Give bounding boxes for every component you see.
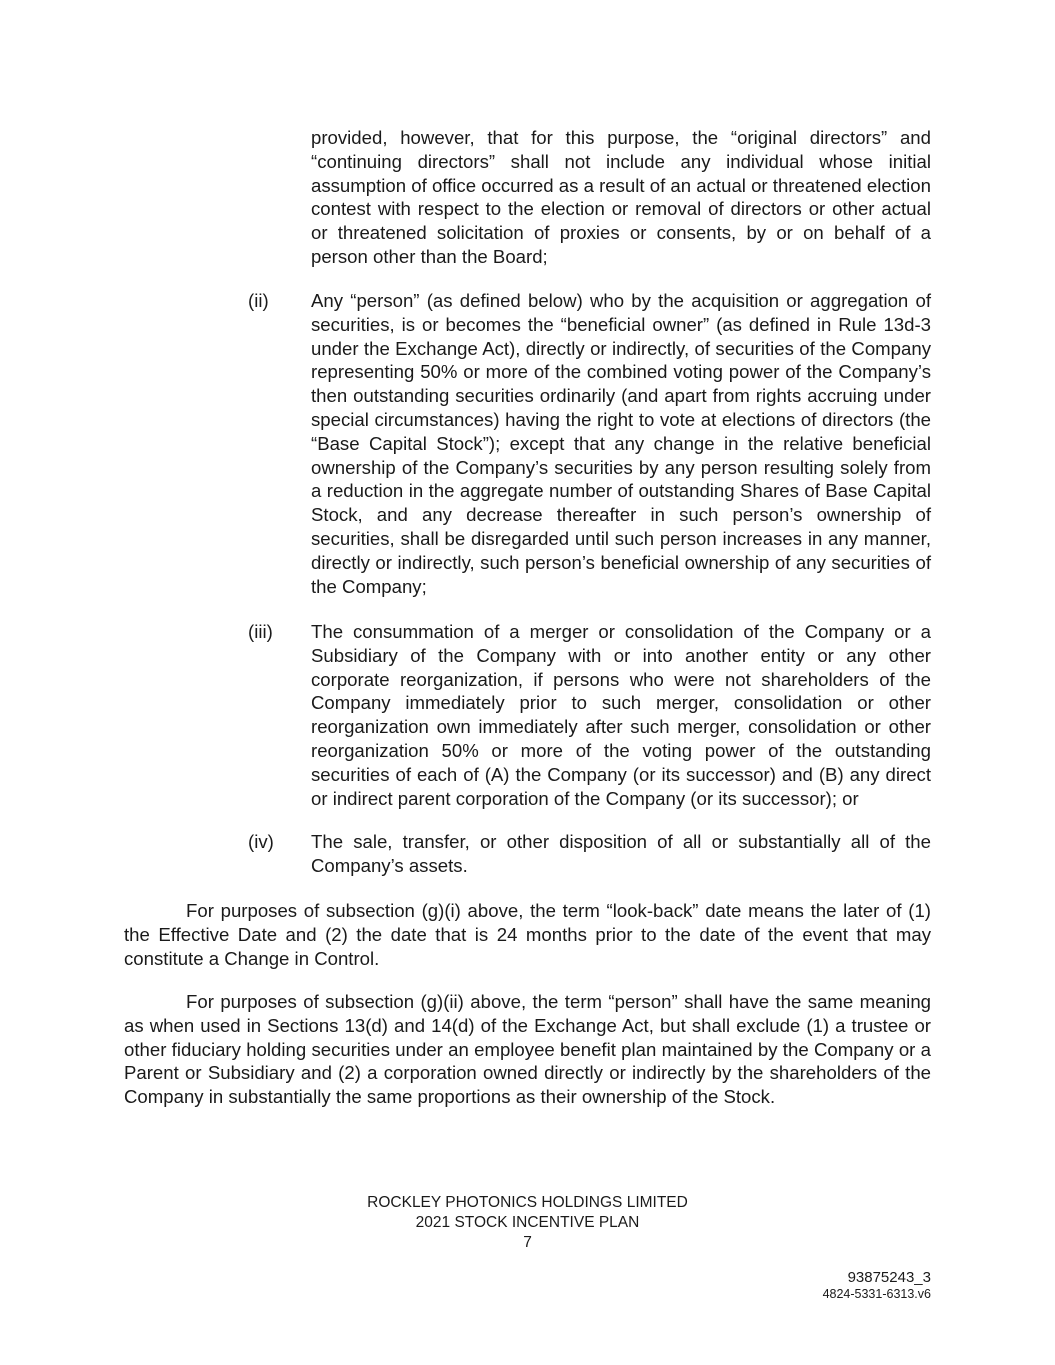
document-id: 93875243_3 [847,1269,931,1286]
person-definition-paragraph: For purposes of subsection (g)(ii) above, the term “person” shall have the same meaning as when used in Sections 13(d) and 14(d) of the Exchange Act, but shall exclude (1) a trustee or other fiduciary holding securities under an employee benefit plan maintained by the Company or a Parent or Subsidiary and (2) a corporation owned directly or indirectly by the shareholders of the Company in substantially the same proportions as their ownership of the Stock. [124,991,931,1108]
footer-company-name: ROCKLEY PHOTONICS HOLDINGS LIMITED [367,1194,688,1211]
page-footer [0,1193,1055,1253]
lookback-paragraph: For purposes of subsection (g)(i) above, the term “look-back” date means the later of (1) the Effective Date and (2) the date that is 24 months prior to the date of the event that may constitute a Change in Control. [124,900,931,969]
item-text-ii: Any “person” (as defined below) who by the acquisition or aggregation of securities, is or becomes the “beneficial owner” (as defined in Rule 13d-3 under the Exchange Act), directly or indirectly, of securities of the Company representing 50% or more of the combined voting power of the Company’s then outstanding securities ordinarily (and apart from rights accruing under special circumstances) having the right to vote at elections of directors (the “Base Capital Stock”); except that any change in the relative beneficial ownership of the Company’s securities by any person resulting solely from a reduction in the aggregate number of outstanding Shares of Base Capital Stock, and any decrease thereafter in such person’s ownership of securities, shall be disregarded until such person increases in any manner, directly or indirectly, such person’s beneficial ownership of any securities of the Company; [311,290,931,597]
continuation-paragraph: provided, however, that for this purpose, the “original directors” and “continuing directors” shall not include any individual whose initial assumption of office occurred as a result of an actual or threatened election contest with respect to the election or removal of directors or other actual or threatened solicitation of proxies or consents, by or on behalf of a person other than the Board; [311,127,931,267]
item-text-iv: The sale, transfer, or other disposition of all or substantially all of the Company’s assets. [311,831,931,876]
item-number-ii: (ii) [248,290,269,311]
page-number: 7 [523,1234,532,1251]
footer-plan-name: 2021 STOCK INCENTIVE PLAN [415,1214,640,1231]
item-text-iii: The consummation of a merger or consolidation of the Company or a Subsidiary of the Company with or into another entity or any other corporate reorganization, if persons who were not shareholders of the Company immediately prior to such merger, consolidation or other reorganization own immediately after such merger, consolidation or other reorganization 50% or more of the voting power of the outstanding securities of each of (A) the Company (or its successor) and (B) any direct or indirect parent corporation of the Company (or its successor); or [311,621,931,809]
item-number-iii: (iii) [248,621,273,642]
item-number-iv: (iv) [248,831,274,852]
document-version-id: 4824-5331-6313.v6 [822,1287,931,1301]
